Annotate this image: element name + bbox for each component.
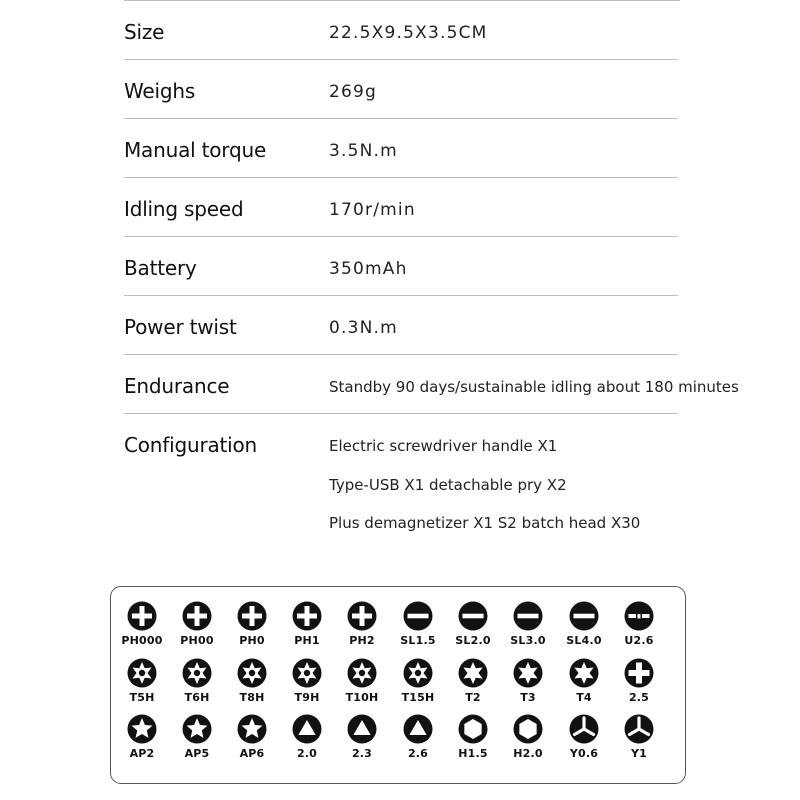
bit-label: T2 (465, 691, 481, 704)
phillips-icon (182, 601, 212, 631)
spec-label-endurance: Endurance (124, 374, 230, 398)
triangle-icon (347, 714, 377, 744)
spec-label-battery: Battery (124, 256, 197, 280)
slotted-icon (513, 601, 543, 631)
bit-label: SL1.5 (400, 634, 436, 647)
bit-label: PH00 (180, 634, 214, 647)
bit-label: SL4.0 (566, 634, 602, 647)
bit-item (279, 601, 335, 647)
bit-label: AP2 (129, 747, 155, 760)
bit-item (500, 714, 556, 760)
bit-item (556, 714, 612, 760)
bit-item (114, 658, 170, 704)
bit-item (611, 658, 667, 704)
spec-label-idling-speed: Idling speed (124, 197, 244, 221)
bit-item (334, 658, 390, 704)
torx-icon (513, 658, 543, 688)
torx-hole-icon (292, 658, 322, 688)
row-divider (124, 354, 678, 355)
bit-item (169, 658, 225, 704)
torx-hole-icon (403, 658, 433, 688)
bit-panel (110, 586, 686, 784)
configuration-item: Electric screwdriver handle X1 (329, 437, 558, 455)
bit-label: SL2.0 (455, 634, 491, 647)
bit-label: 2.3 (351, 747, 373, 760)
bit-item (279, 658, 335, 704)
bit-label: AP5 (184, 747, 210, 760)
bit-item (334, 601, 390, 647)
bit-label: PH1 (294, 634, 320, 647)
bit-item (390, 714, 446, 760)
bit-item (500, 601, 556, 647)
torx-hole-icon (127, 658, 157, 688)
bit-label: 2.5 (628, 691, 650, 704)
spec-label-manual-torque: Manual torque (124, 138, 267, 162)
phillips-icon (127, 601, 157, 631)
bit-label: H2.0 (513, 747, 543, 760)
phillips-icon (347, 601, 377, 631)
bit-label: T15H (401, 691, 435, 704)
torx-hole-icon (347, 658, 377, 688)
row-divider (124, 118, 678, 119)
bit-item (445, 714, 501, 760)
bit-item (114, 714, 170, 760)
bit-label: T10H (345, 691, 379, 704)
bit-label: T8H (239, 691, 265, 704)
pentalobe-icon (237, 714, 267, 744)
spec-label-power-twist: Power twist (124, 315, 237, 339)
triangle-icon (403, 714, 433, 744)
torx-icon (458, 658, 488, 688)
spec-label-configuration: Configuration (124, 433, 258, 457)
bit-item (556, 658, 612, 704)
bit-item (334, 714, 390, 760)
phillips-icon (292, 601, 322, 631)
bit-item (224, 714, 280, 760)
phillips-icon (237, 601, 267, 631)
spec-value-manual-torque: 3.5N.m (329, 141, 398, 161)
cross-icon (624, 658, 654, 688)
top-divider (124, 0, 680, 1)
tri-wing-icon (569, 714, 599, 744)
bit-item (611, 714, 667, 760)
bit-label: Y1 (630, 747, 648, 760)
torx-hole-icon (182, 658, 212, 688)
bit-label: SL3.0 (510, 634, 546, 647)
spec-value-battery: 350mAh (329, 259, 408, 279)
slotted-icon (458, 601, 488, 631)
row-divider (124, 236, 678, 237)
bit-label: 2.6 (407, 747, 429, 760)
bit-item (611, 601, 667, 647)
triangle-icon (292, 714, 322, 744)
bit-item (500, 658, 556, 704)
bit-item (390, 658, 446, 704)
bit-item (169, 714, 225, 760)
bit-item (224, 658, 280, 704)
bit-label: Y0.6 (569, 747, 599, 760)
bit-label: AP6 (239, 747, 265, 760)
bit-label: U2.6 (624, 634, 654, 647)
configuration-item: Plus demagnetizer X1 S2 batch head X30 (329, 514, 641, 532)
bit-item (390, 601, 446, 647)
spec-value-endurance: Standby 90 days/sustainable idling about 180 minutes (329, 378, 739, 396)
pentalobe-icon (127, 714, 157, 744)
hex-icon (458, 714, 488, 744)
bit-item (556, 601, 612, 647)
u-type-icon (624, 601, 654, 631)
row-divider (124, 413, 678, 414)
bit-item (279, 714, 335, 760)
bit-label: T5H (129, 691, 155, 704)
hex-icon (513, 714, 543, 744)
bit-label: PH0 (239, 634, 265, 647)
bit-label: T4 (576, 691, 592, 704)
row-divider (124, 59, 678, 60)
spec-label-size: Size (124, 20, 165, 44)
bit-label: T9H (294, 691, 320, 704)
bit-item (224, 601, 280, 647)
configuration-item: Type-USB X1 detachable pry X2 (329, 476, 567, 494)
bit-item (114, 601, 170, 647)
slotted-icon (569, 601, 599, 631)
torx-hole-icon (237, 658, 267, 688)
tri-wing-icon (624, 714, 654, 744)
bit-item (445, 658, 501, 704)
spec-value-idling-speed: 170r/min (329, 200, 416, 220)
pentalobe-icon (182, 714, 212, 744)
bit-item (445, 601, 501, 647)
spec-value-size: 22.5X9.5X3.5CM (329, 23, 488, 43)
bit-label: PH2 (349, 634, 375, 647)
row-divider (124, 177, 678, 178)
bit-item (169, 601, 225, 647)
bit-label: T6H (184, 691, 210, 704)
slotted-icon (403, 601, 433, 631)
row-divider (124, 295, 678, 296)
spec-value-power-twist: 0.3N.m (329, 318, 398, 338)
torx-icon (569, 658, 599, 688)
spec-value-weighs: 269g (329, 82, 378, 102)
bit-label: H1.5 (458, 747, 488, 760)
bit-label: PH000 (121, 634, 163, 647)
spec-label-weighs: Weighs (124, 79, 196, 103)
bit-label: T3 (520, 691, 536, 704)
bit-label: 2.0 (296, 747, 318, 760)
